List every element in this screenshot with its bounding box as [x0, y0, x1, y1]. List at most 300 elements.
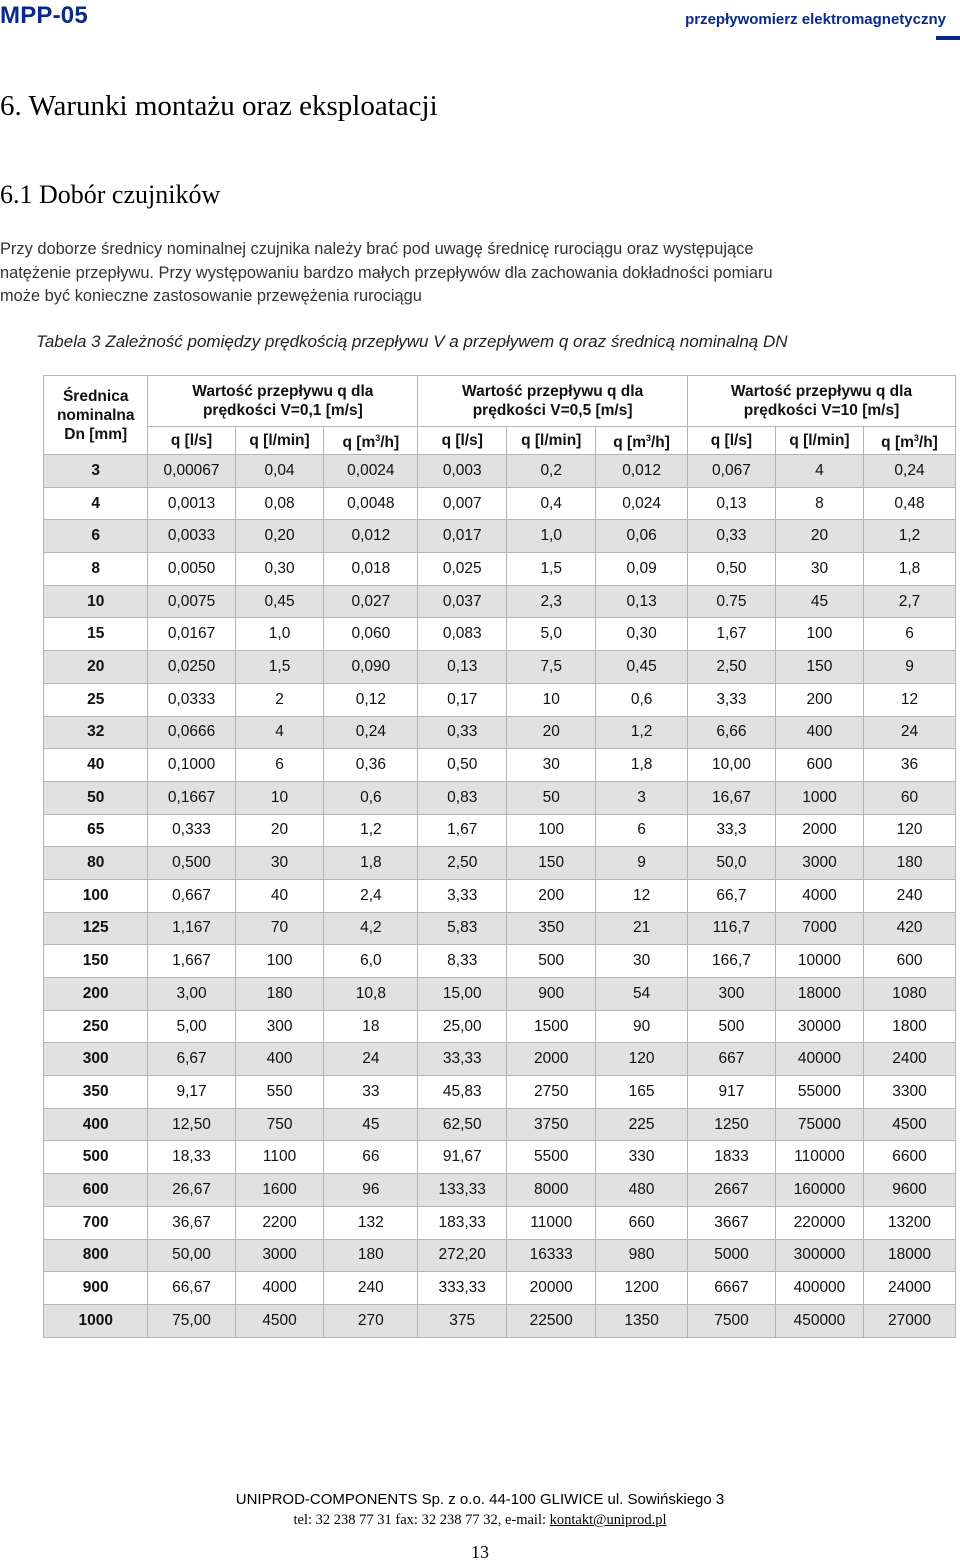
table-cell: 0,13	[596, 585, 688, 618]
table-cell: 6	[596, 814, 688, 847]
table-cell: 5500	[507, 1141, 596, 1174]
table-cell: 4500	[235, 1304, 324, 1337]
table-cell: 400	[235, 1043, 324, 1076]
table-row	[44, 1206, 956, 1239]
table-cell: 8000	[507, 1174, 596, 1207]
table-cell: 2,7	[864, 585, 956, 618]
unit-header: q $[m^3/h]$	[596, 427, 688, 455]
table-cell: 50,00	[148, 1239, 235, 1272]
table-cell: 150	[507, 847, 596, 880]
table-cell: 2,50	[688, 651, 776, 684]
table-cell: 21	[596, 912, 688, 945]
table-cell: 100	[235, 945, 324, 978]
table-cell: 1833	[688, 1141, 776, 1174]
table-cell: 2,50	[418, 847, 507, 880]
table-cell: 0,45	[596, 651, 688, 684]
table-row	[44, 1108, 956, 1141]
table-cell: 660	[596, 1206, 688, 1239]
table-cell: 96	[324, 1174, 418, 1207]
table-cell: 40	[235, 879, 324, 912]
table-cell: 0,48	[864, 487, 956, 520]
table-cell: 1,5	[507, 553, 596, 586]
table-cell: 6,66	[688, 716, 776, 749]
dn-value: 100	[44, 879, 148, 912]
table-cell: 20	[775, 520, 863, 553]
table-cell: 1250	[688, 1108, 776, 1141]
table-cell: 40000	[775, 1043, 863, 1076]
table-cell: 66,67	[148, 1272, 235, 1305]
table-row	[44, 814, 956, 847]
dn-value: 40	[44, 749, 148, 782]
table-cell: 4	[775, 455, 863, 488]
table-cell: 400	[775, 716, 863, 749]
table-cell: 3300	[864, 1076, 956, 1109]
table-cell: 0,1667	[148, 781, 235, 814]
table-cell: 15,00	[418, 978, 507, 1011]
table-cell: 0,012	[596, 455, 688, 488]
flow-table	[43, 375, 956, 1338]
table-row	[44, 1272, 956, 1305]
table-cell: 0,13	[418, 651, 507, 684]
table-cell: 4	[235, 716, 324, 749]
table-cell: 132	[324, 1206, 418, 1239]
table-cell: 0,0075	[148, 585, 235, 618]
table-cell: 18000	[775, 978, 863, 1011]
table-cell: 0,0033	[148, 520, 235, 553]
table-cell: 1,2	[596, 716, 688, 749]
section-heading: 6. Warunki montażu oraz eksploatacji	[0, 90, 438, 122]
table-cell: 36,67	[148, 1206, 235, 1239]
table-row	[44, 585, 956, 618]
table-cell: 8	[775, 487, 863, 520]
table-cell: 30	[596, 945, 688, 978]
table-cell: 0,17	[418, 683, 507, 716]
table-cell: 333,33	[418, 1272, 507, 1305]
table-cell: 66,7	[688, 879, 776, 912]
table-cell: 0,333	[148, 814, 235, 847]
table-row	[44, 1239, 956, 1272]
table-cell: 120	[864, 814, 956, 847]
table-cell: 12	[864, 683, 956, 716]
group-header-v01: Wartość przepływu q dla prędkości V=0,1 [m/s]	[148, 376, 418, 427]
table-cell: 2000	[507, 1043, 596, 1076]
table-cell: 90	[596, 1010, 688, 1043]
table-cell: 1,67	[418, 814, 507, 847]
table-cell: 400000	[775, 1272, 863, 1305]
table-cell: 300000	[775, 1239, 863, 1272]
unit-header-row	[44, 427, 956, 455]
table-cell: 1600	[235, 1174, 324, 1207]
table-cell: 0,00067	[148, 455, 235, 488]
table-cell: 33	[324, 1076, 418, 1109]
table-row	[44, 1174, 956, 1207]
table-cell: 0,0167	[148, 618, 235, 651]
table-row	[44, 1141, 956, 1174]
table-cell: 30	[235, 847, 324, 880]
dn-value: 250	[44, 1010, 148, 1043]
table-cell: 18000	[864, 1239, 956, 1272]
table-cell: 0,50	[418, 749, 507, 782]
table-cell: 0,33	[418, 716, 507, 749]
dn-value: 20	[44, 651, 148, 684]
dn-value: 400	[44, 1108, 148, 1141]
table-row	[44, 847, 956, 880]
table-cell: 7500	[688, 1304, 776, 1337]
table-cell: 220000	[775, 1206, 863, 1239]
table-cell: 18,33	[148, 1141, 235, 1174]
table-cell: 6,67	[148, 1043, 235, 1076]
table-cell: 3750	[507, 1108, 596, 1141]
table-cell: 0,24	[864, 455, 956, 488]
dn-value: 350	[44, 1076, 148, 1109]
unit-header: q [l/min]	[507, 427, 596, 455]
table-cell: 5000	[688, 1239, 776, 1272]
footer-company: UNIPROD-COMPONENTS Sp. z o.o. 44-100 GLIWICE ul. Sowińskiego 3	[235, 1491, 725, 1508]
dn-value: 150	[44, 945, 148, 978]
table-cell: 10	[235, 781, 324, 814]
table-cell: 1,0	[235, 618, 324, 651]
dn-value: 4	[44, 487, 148, 520]
table-cell: 750	[235, 1108, 324, 1141]
table-cell: 3000	[235, 1239, 324, 1272]
table-cell: 45	[775, 585, 863, 618]
unit-header: q [l/s]	[688, 427, 776, 455]
table-cell: 54	[596, 978, 688, 1011]
dn-value: 25	[44, 683, 148, 716]
page-number: 13	[471, 1542, 489, 1562]
group-header-v05: Wartość przepływu q dla prędkości V=0,5 [m/s]	[418, 376, 688, 427]
dn-value: 500	[44, 1141, 148, 1174]
table-cell: 10	[507, 683, 596, 716]
table-cell: 4000	[775, 879, 863, 912]
table-cell: 110000	[775, 1141, 863, 1174]
table-cell: 166,7	[688, 945, 776, 978]
table-row	[44, 749, 956, 782]
table-cell: 6	[235, 749, 324, 782]
table-cell: 1,2	[324, 814, 418, 847]
table-cell: 66	[324, 1141, 418, 1174]
table-cell: 50,0	[688, 847, 776, 880]
table-cell: 22500	[507, 1304, 596, 1337]
dn-header: Średnica nominalna Dn [mm]	[44, 376, 148, 455]
table-cell: 183,33	[418, 1206, 507, 1239]
table-cell: 160000	[775, 1174, 863, 1207]
table-cell: 0,067	[688, 455, 776, 488]
table-cell: 1800	[864, 1010, 956, 1043]
table-cell: 0,13	[688, 487, 776, 520]
table-row	[44, 879, 956, 912]
table-cell: 3	[596, 781, 688, 814]
dn-value: 3	[44, 455, 148, 488]
table-row	[44, 1076, 956, 1109]
table-cell: 240	[324, 1272, 418, 1305]
table-cell: 450000	[775, 1304, 863, 1337]
table-cell: 1,8	[596, 749, 688, 782]
table-cell: 5,00	[148, 1010, 235, 1043]
table-cell: 0,027	[324, 585, 418, 618]
table-cell: 0,024	[596, 487, 688, 520]
dn-value: 8	[44, 553, 148, 586]
table-cell: 4000	[235, 1272, 324, 1305]
table-cell: 60	[864, 781, 956, 814]
dn-value: 600	[44, 1174, 148, 1207]
table-cell: 0,060	[324, 618, 418, 651]
table-cell: 3,00	[148, 978, 235, 1011]
table-cell: 16333	[507, 1239, 596, 1272]
table-cell: 240	[864, 879, 956, 912]
table-cell: 200	[775, 683, 863, 716]
email-link[interactable]: kontakt@uniprod.pl	[549, 1512, 667, 1528]
table-cell: 26,67	[148, 1174, 235, 1207]
table-cell: 24000	[864, 1272, 956, 1305]
table-cell: 0,017	[418, 520, 507, 553]
table-cell: 667	[688, 1043, 776, 1076]
unit-header: q [l/s]	[148, 427, 235, 455]
table-cell: 2000	[775, 814, 863, 847]
table-cell: 330	[596, 1141, 688, 1174]
table-cell: 0,0333	[148, 683, 235, 716]
table-cell: 45	[324, 1108, 418, 1141]
table-cell: 120	[596, 1043, 688, 1076]
dn-value: 200	[44, 978, 148, 1011]
table-cell: 9	[864, 651, 956, 684]
table-cell: 0,08	[235, 487, 324, 520]
table-cell: 0,012	[324, 520, 418, 553]
table-cell: 0,83	[418, 781, 507, 814]
table-cell: 1500	[507, 1010, 596, 1043]
unit-header: q [l/min]	[775, 427, 863, 455]
table-row	[44, 520, 956, 553]
table-cell: 0,06	[596, 520, 688, 553]
table-cell: 0,4	[507, 487, 596, 520]
table-cell: 133,33	[418, 1174, 507, 1207]
dn-value: 900	[44, 1272, 148, 1305]
table-cell: 0,30	[596, 618, 688, 651]
table-cell: 50	[507, 781, 596, 814]
dn-value: 300	[44, 1043, 148, 1076]
dn-value: 50	[44, 781, 148, 814]
table-cell: 270	[324, 1304, 418, 1337]
table-cell: 0,45	[235, 585, 324, 618]
table-cell: 75000	[775, 1108, 863, 1141]
table-cell: 225	[596, 1108, 688, 1141]
table-cell: 1,0	[507, 520, 596, 553]
table-cell: 1,167	[148, 912, 235, 945]
table-cell: 36	[864, 749, 956, 782]
table-cell: 150	[775, 651, 863, 684]
table-cell: 0,0024	[324, 455, 418, 488]
table-cell: 0,025	[418, 553, 507, 586]
table-cell: 420	[864, 912, 956, 945]
dn-value: 800	[44, 1239, 148, 1272]
dn-value: 125	[44, 912, 148, 945]
dn-value: 80	[44, 847, 148, 880]
table-cell: 165	[596, 1076, 688, 1109]
table-cell: 9,17	[148, 1076, 235, 1109]
table-cell: 1,67	[688, 618, 776, 651]
table-body	[44, 455, 956, 1338]
unit-header: q [l/min]	[235, 427, 324, 455]
table-cell: 0,6	[596, 683, 688, 716]
table-cell: 116,7	[688, 912, 776, 945]
table-cell: 0,0050	[148, 553, 235, 586]
table-cell: 8,33	[418, 945, 507, 978]
table-cell: 30	[775, 553, 863, 586]
table-cell: 4,2	[324, 912, 418, 945]
table-cell: 6,0	[324, 945, 418, 978]
table-cell: 2667	[688, 1174, 776, 1207]
dn-value: 700	[44, 1206, 148, 1239]
document-title: MPP-05	[0, 2, 88, 29]
footer-contact: tel: 32 238 77 31 fax: 32 238 77 32, e-mail: kontakt@uniprod.pl	[293, 1512, 667, 1528]
table-cell: 55000	[775, 1076, 863, 1109]
table-cell: 0,04	[235, 455, 324, 488]
table-cell: 0,037	[418, 585, 507, 618]
table-cell: 0,1000	[148, 749, 235, 782]
table-cell: 30000	[775, 1010, 863, 1043]
table-cell: 600	[864, 945, 956, 978]
table-cell: 5,0	[507, 618, 596, 651]
group-header-v10: Wartość przepływu q dla prędkości V=10 [m/s]	[688, 376, 956, 427]
header-accent-bar	[936, 36, 960, 40]
table-cell: 0,6	[324, 781, 418, 814]
table-cell: 0,083	[418, 618, 507, 651]
table-cell: 0,36	[324, 749, 418, 782]
table-cell: 7,5	[507, 651, 596, 684]
table-row	[44, 945, 956, 978]
table-cell: 25,00	[418, 1010, 507, 1043]
table-cell: 0,007	[418, 487, 507, 520]
table-cell: 62,50	[418, 1108, 507, 1141]
table-cell: 375	[418, 1304, 507, 1337]
table-cell: 0,50	[688, 553, 776, 586]
table-row	[44, 1043, 956, 1076]
table-cell: 1350	[596, 1304, 688, 1337]
table-cell: 33,33	[418, 1043, 507, 1076]
table-cell: 3,33	[688, 683, 776, 716]
table-cell: 0,24	[324, 716, 418, 749]
table-cell: 2200	[235, 1206, 324, 1239]
table-row	[44, 1010, 956, 1043]
table-cell: 27000	[864, 1304, 956, 1337]
table-cell: 16,67	[688, 781, 776, 814]
dn-value: 1000	[44, 1304, 148, 1337]
table-cell: 0,09	[596, 553, 688, 586]
table-cell: 12,50	[148, 1108, 235, 1141]
table-cell: 2400	[864, 1043, 956, 1076]
table-cell: 70	[235, 912, 324, 945]
table-cell: 1000	[775, 781, 863, 814]
table-cell: 6600	[864, 1141, 956, 1174]
table-row	[44, 553, 956, 586]
table-cell: 24	[864, 716, 956, 749]
table-cell: 5,83	[418, 912, 507, 945]
table-cell: 100	[507, 814, 596, 847]
table-cell: 0,0048	[324, 487, 418, 520]
table-cell: 0,018	[324, 553, 418, 586]
table-cell: 2,4	[324, 879, 418, 912]
table-cell: 1080	[864, 978, 956, 1011]
table-cell: 0,0666	[148, 716, 235, 749]
table-cell: 200	[507, 879, 596, 912]
table-cell: 2750	[507, 1076, 596, 1109]
table-cell: 20	[507, 716, 596, 749]
table-cell: 180	[864, 847, 956, 880]
table-cell: 4500	[864, 1108, 956, 1141]
table-cell: 24	[324, 1043, 418, 1076]
intro-paragraph	[0, 238, 960, 309]
table-cell: 480	[596, 1174, 688, 1207]
table-caption: Tabela 3 Zależność pomiędzy prędkością przepływu V a przepływem q oraz średnicą nominalną DN	[36, 332, 788, 351]
table-cell: 1,8	[864, 553, 956, 586]
paragraph-line: natężenie przepływu. Przy występowaniu bardzo małych przepływów dla zachowania dokładności pomiaru	[0, 263, 773, 282]
table-cell: 980	[596, 1239, 688, 1272]
table-row	[44, 716, 956, 749]
table-cell: 1100	[235, 1141, 324, 1174]
table-cell: 550	[235, 1076, 324, 1109]
table-cell: 18	[324, 1010, 418, 1043]
table-cell: 3,33	[418, 879, 507, 912]
table-cell: 12	[596, 879, 688, 912]
table-cell: 10,00	[688, 749, 776, 782]
table-cell: 20	[235, 814, 324, 847]
table-cell: 9	[596, 847, 688, 880]
table-cell: 600	[775, 749, 863, 782]
table-row	[44, 781, 956, 814]
dn-value: 32	[44, 716, 148, 749]
table-cell: 1200	[596, 1272, 688, 1305]
table-cell: 0,2	[507, 455, 596, 488]
table-cell: 0,33	[688, 520, 776, 553]
table-cell: 100	[775, 618, 863, 651]
table-cell: 500	[688, 1010, 776, 1043]
dn-value: 15	[44, 618, 148, 651]
table-cell: 6	[864, 618, 956, 651]
table-cell: 1,8	[324, 847, 418, 880]
unit-header: q [l/s]	[418, 427, 507, 455]
table-cell: 20000	[507, 1272, 596, 1305]
table-cell: 0,090	[324, 651, 418, 684]
table-cell: 0,0013	[148, 487, 235, 520]
table-cell: 900	[507, 978, 596, 1011]
table-cell: 0.75	[688, 585, 776, 618]
table-cell: 1,5	[235, 651, 324, 684]
document-subtitle: przepływomierz elektromagnetyczny	[685, 11, 946, 28]
paragraph-line: może być konieczne zastosowanie przewężenia rurociągu	[0, 287, 422, 305]
table-row	[44, 487, 956, 520]
table-cell: 0,500	[148, 847, 235, 880]
table-cell: 3000	[775, 847, 863, 880]
subsection-heading: 6.1 Dobór czujników	[0, 180, 221, 209]
table-row	[44, 455, 956, 488]
table-cell: 11000	[507, 1206, 596, 1239]
page-header	[0, 0, 960, 40]
table-row	[44, 618, 956, 651]
table-cell: 180	[324, 1239, 418, 1272]
table-cell: 30	[507, 749, 596, 782]
table-cell: 0,667	[148, 879, 235, 912]
table-cell: 7000	[775, 912, 863, 945]
table-cell: 10,8	[324, 978, 418, 1011]
table-cell: 500	[507, 945, 596, 978]
table-cell: 0,30	[235, 553, 324, 586]
table-cell: 91,67	[418, 1141, 507, 1174]
table-row	[44, 683, 956, 716]
dn-value: 6	[44, 520, 148, 553]
table-cell: 0,12	[324, 683, 418, 716]
dn-value: 10	[44, 585, 148, 618]
table-cell: 2	[235, 683, 324, 716]
